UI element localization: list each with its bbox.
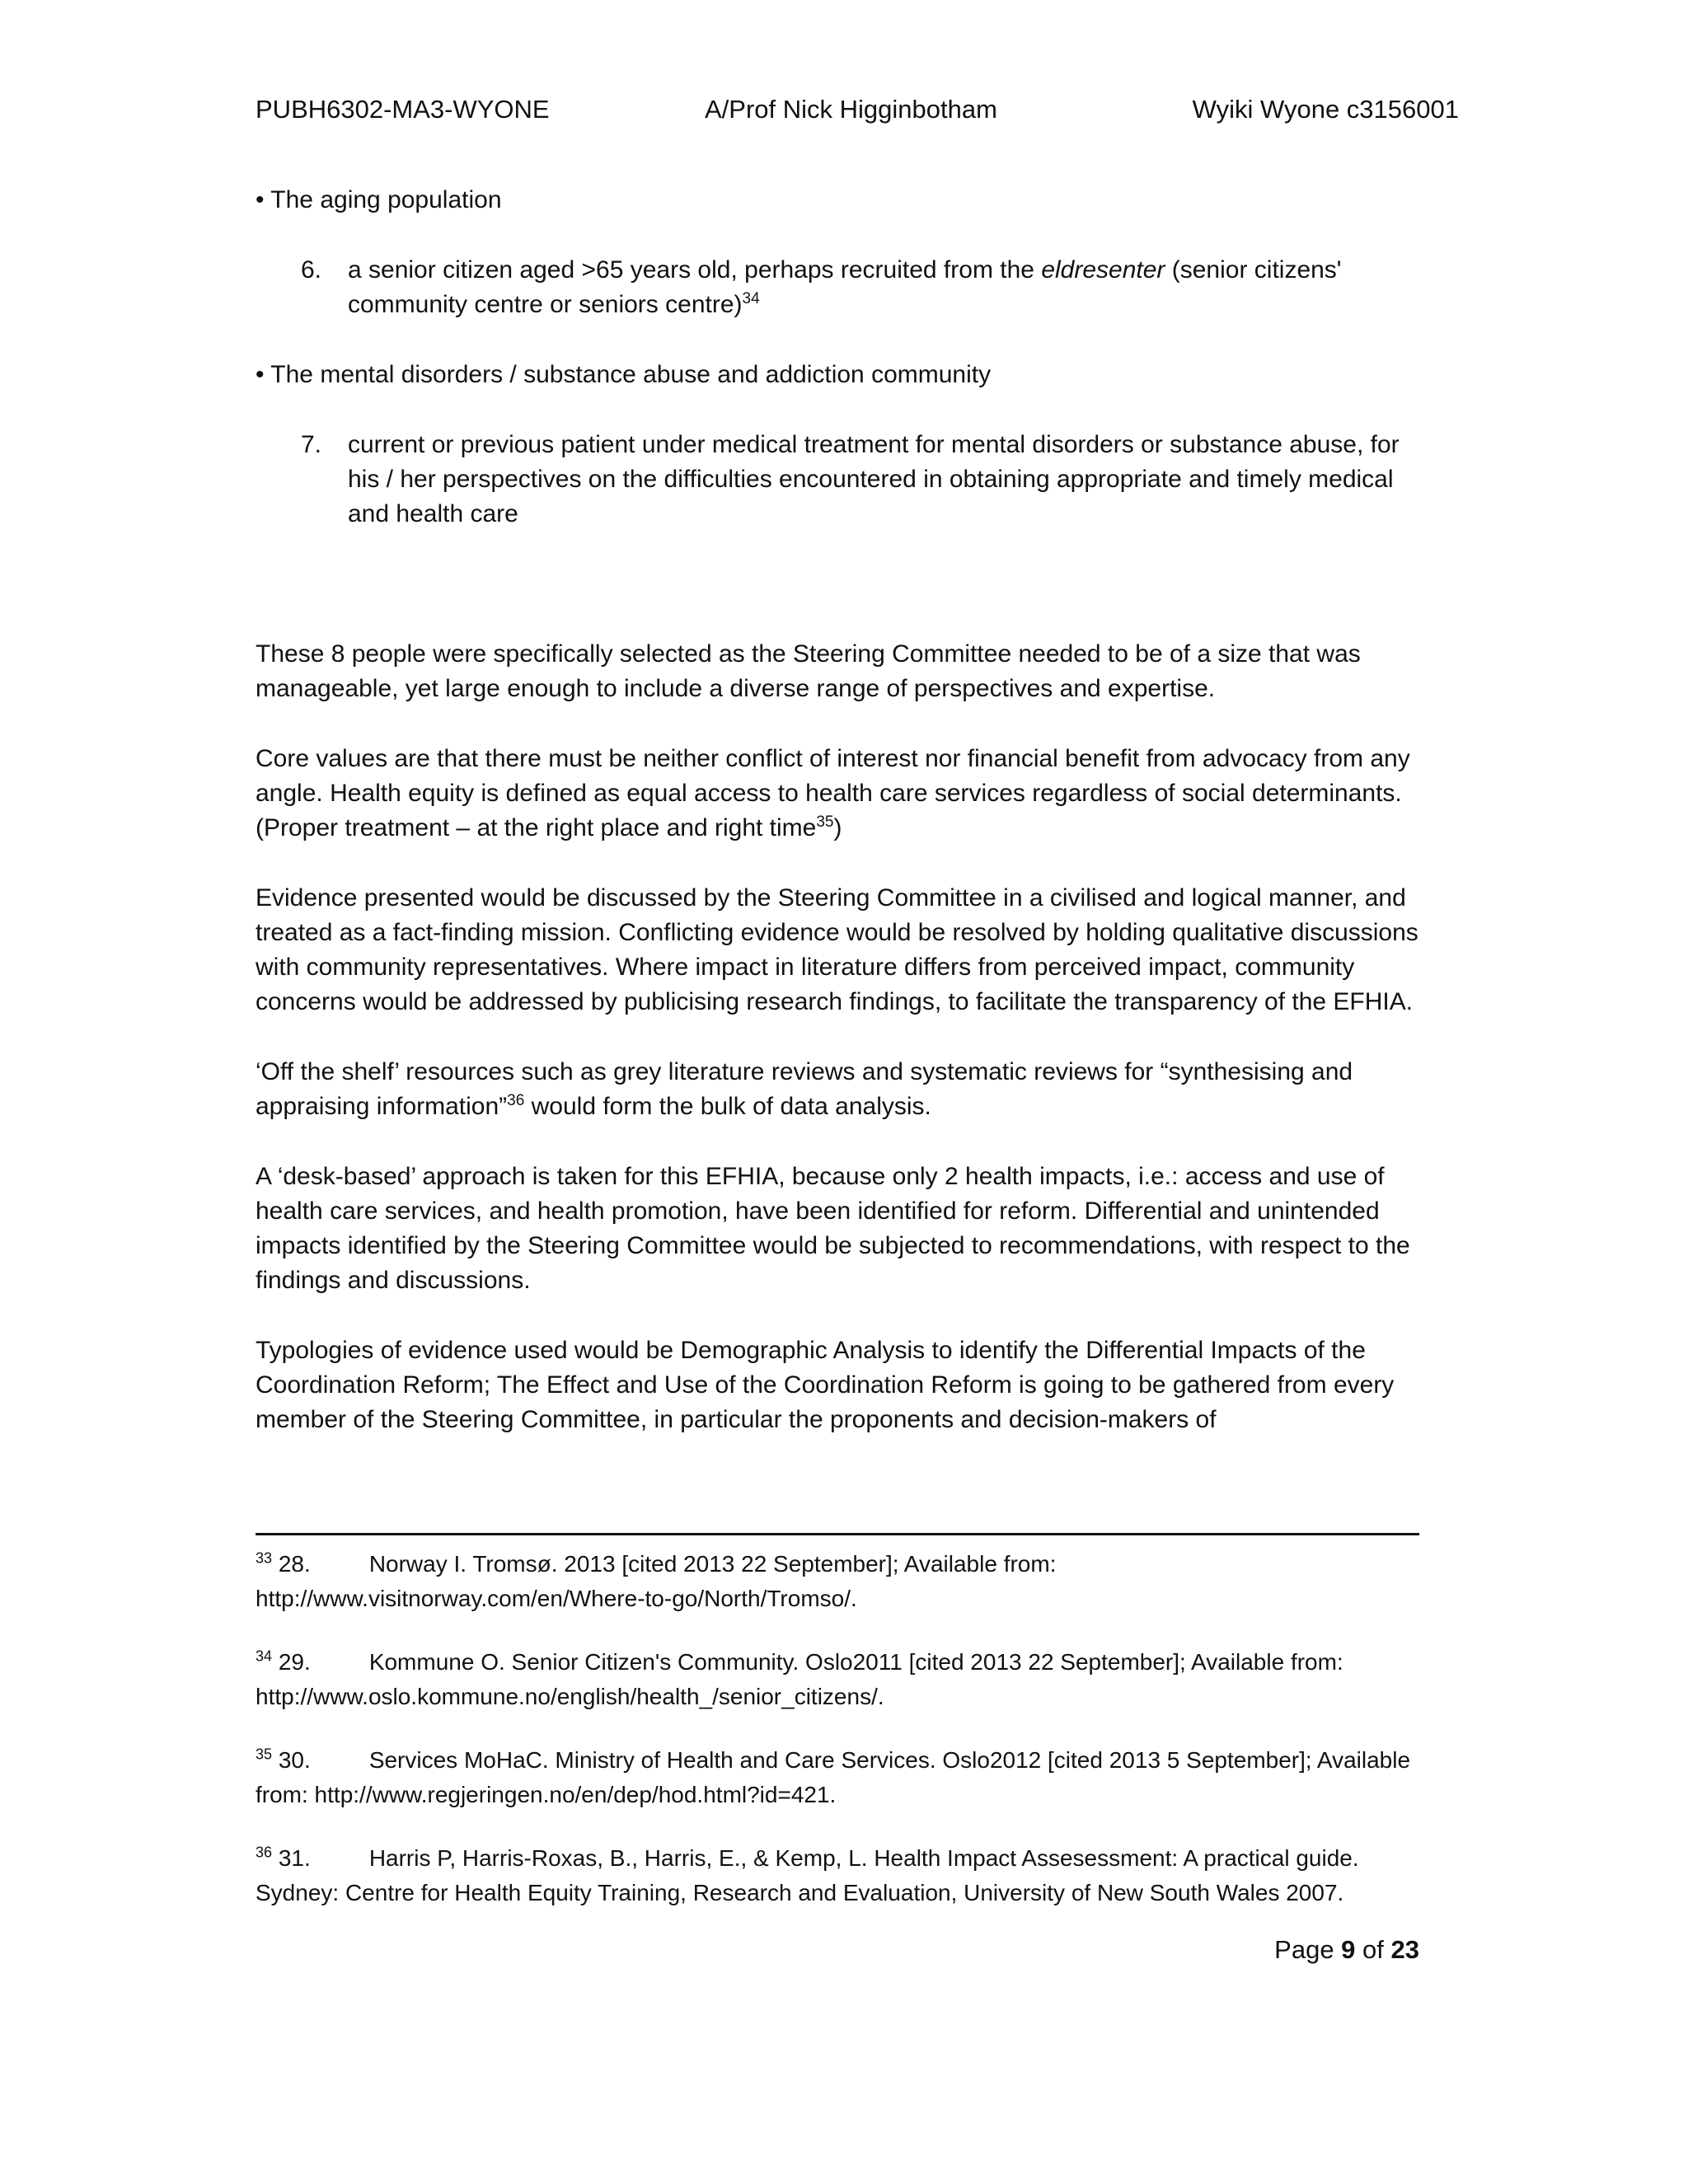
footnote-ref-36: 36 [507,1092,525,1109]
paragraph-typologies: Typologies of evidence used would be Demographic Analysis to identify the Differential Impacts of the Coordination Reform; The Effect and Use of the Coordination Reform is going to be gathered from every member of the Steering Committee, in particular the proponents and decision-makers of [256,1337,1395,1433]
list-item-7: 7. current or previous patient under medical treatment for mental disorders or substance abuse, for his / her perspectives on the difficulties encountered in obtaining appropriate and timely medical and health care [256,428,1426,532]
total-pages: 23 [1390,1935,1419,1964]
paragraph-evidence: Evidence presented would be discussed by the Steering Committee in a civilised and logical manner, and treated as a fact-finding mission. Conflicting evidence would be resolved by holding qualitative discussions with community representatives. Where impact in literature differs from perceived impact, community concerns would be addressed by publicising research findings, to facilitate the transparency of the EFHIA. [256,884,1418,1015]
list-item-6: 6. a senior citizen aged >65 years old, perhaps recruited from the eldresenter (senior citizens' community centre or seniors centre)$^{34}$ [256,253,1426,322]
bullet-mental-disorders: • The mental disorders / substance abuse and addiction community [256,361,992,388]
bullet-aging-population: • The aging population [256,186,502,213]
paragraph-desk-based: A ‘desk-based’ approach is taken for this EFHIA, because only 2 health impacts, i.e.: access and use of health care services, and health promotion, have been identified for reform. Differential and unintended impacts identified by the Steering Committee would be subjected to recommendations, with respect to the findings and discussions. [256,1163,1410,1294]
header-instructor: A/Prof Nick Higginbotham [705,95,997,124]
page-number: Page 9 of 23 [1274,1935,1419,1964]
current-page: 9 [1341,1935,1356,1964]
document-body [256,183,1426,1437]
footnote-link[interactable]: http://www.visitnorway.com/en/Where-to-go/North/Tromso/. [256,1586,857,1611]
footnote-33: $^{33}$ 28. Norway I. Tromsø. 2013 [cited 2013 22 September]; Available from: http://www.visitnorway.com/en/Where-to-go/North/Tromso/. [256,1549,1057,1611]
footnote-ref-34: 34 [742,290,760,307]
list-number: 7. [301,431,322,458]
page-header [256,92,1459,127]
footnotes [256,1533,1419,1939]
footnote-34: $^{34}$ 29. Kommune O. Senior Citizen's Community. Oslo2011 [cited 2013 22 September]; Available from: http://www.oslo.kommune.no/english/health_/senior_citizens/. [256,1647,1343,1709]
footnote-link[interactable]: from: http://www.regjeringen.no/en/dep/hod.html?id=421. [256,1782,837,1807]
footnote-36: $^{36}$ 31. Harris P, Harris-Roxas, B., Harris, E., & Kemp, L. Health Impact Assesessment: A practical guide. Sydney: Centre for Health Equity Training, Research and Evaluation, University of New South Wales 2007. [256,1844,1359,1905]
header-course-code: PUBH6302-MA3-WYONE [256,95,550,124]
footnote-link[interactable]: http://www.oslo.kommune.no/english/health_/senior_citizens/. [256,1684,884,1709]
paragraph-core-values: Core values are that there must be neither conflict of interest nor financial benefit from advocacy from any angle. Health equity is defined as equal access to health care services regardless of social determinants. (Proper treatment – at the right place and right time$^{35}$) [256,745,1410,841]
footnote-ref-35: 35 [816,813,834,831]
italic-term: eldresenter [1041,256,1165,284]
footnote-35: $^{35}$ 30. Services MoHaC. Ministry of Health and Care Services. Oslo2012 [cited 2013 5 September]; Available from: http://www.regjeringen.no/en/dep/hod.html?id=421. [256,1746,1411,1807]
paragraph-steering-committee: These 8 people were specifically selected as the Steering Committee needed to be of a size that was manageable, yet large enough to include a diverse range of perspectives and expertise. [256,640,1361,702]
header-student: Wyiki Wyone c3156001 [1192,95,1459,124]
list-number: 6. [301,256,322,284]
paragraph-resources: ‘Off the shelf’ resources such as grey literature reviews and systematic reviews for “synthesising and appraising information”$^{36}$ would form the bulk of data analysis. [256,1058,1353,1120]
